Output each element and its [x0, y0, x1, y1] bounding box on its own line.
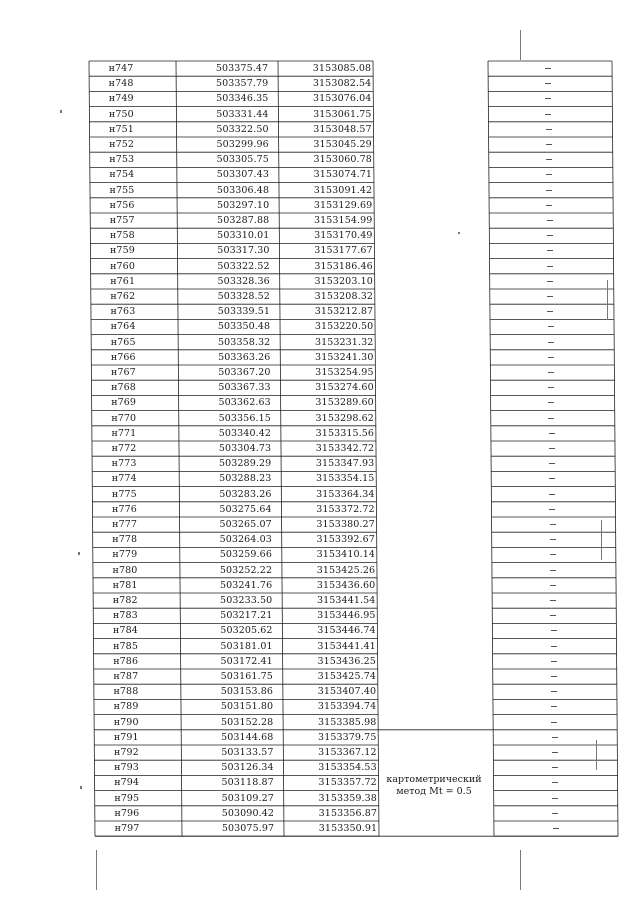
dash-mark	[546, 174, 552, 175]
coord-y: 3153436.25	[317, 655, 376, 667]
point-id: н765	[110, 336, 136, 348]
coord-x: 503265.07	[219, 519, 272, 530]
coord-y: 3153186.46	[314, 260, 373, 272]
dash-mark	[547, 311, 553, 312]
coord-y: 3153410.14	[316, 549, 376, 561]
dash-mark	[552, 813, 558, 814]
point-id: н777	[112, 519, 138, 530]
point-id: н766	[110, 351, 136, 363]
coord-x: 503264.03	[219, 534, 272, 546]
point-id: н775	[111, 488, 137, 500]
dash-mark	[552, 737, 558, 738]
scan-mark	[607, 280, 608, 320]
coord-y: 3153372.72	[316, 503, 375, 515]
coord-y: 3153254.95	[315, 367, 374, 378]
coord-y: 3153074.71	[313, 169, 373, 181]
point-id: н768	[111, 382, 136, 394]
point-id: н789	[113, 701, 139, 713]
coord-y: 3153129.69	[313, 199, 373, 211]
coord-y: 3153048.57	[313, 123, 372, 135]
coord-y: 3153385.98	[317, 716, 377, 728]
coord-x: 503356.15	[218, 412, 271, 424]
point-id: н782	[112, 595, 138, 606]
dash-mark	[545, 114, 551, 115]
coord-x: 503299.96	[216, 139, 269, 150]
coord-y: 3153342.72	[315, 443, 375, 454]
coord-y: 3153357.72	[318, 777, 377, 789]
dash-mark	[550, 539, 556, 540]
coord-x: 503152.28	[221, 716, 274, 728]
coord-x: 503350.48	[217, 321, 271, 333]
point-id: н760	[110, 260, 135, 272]
dash-mark	[550, 600, 556, 601]
scan-mark	[458, 232, 460, 234]
coord-y: 3153203.10	[314, 275, 373, 287]
dash-mark	[545, 68, 551, 69]
coord-x: 503252.22	[219, 564, 273, 576]
dash-mark	[550, 524, 556, 525]
point-id: н764	[110, 321, 136, 333]
coord-x: 503310.01	[217, 230, 270, 242]
coord-x: 503109.27	[221, 792, 274, 804]
coord-y: 3153446.95	[317, 610, 376, 622]
coord-x: 503339.51	[217, 306, 271, 318]
dash-mark	[552, 798, 558, 799]
scan-mark	[78, 552, 80, 555]
coord-y: 3153241.30	[315, 351, 374, 363]
coord-y: 3153076.04	[313, 93, 372, 105]
coord-x: 503322.50	[216, 123, 269, 135]
point-id: н754	[109, 169, 135, 181]
coord-x: 503289.29	[218, 458, 272, 470]
dash-mark	[548, 372, 554, 373]
dash-mark	[551, 646, 557, 647]
coord-y: 3153208.32	[314, 291, 373, 302]
point-id: н758	[109, 230, 135, 242]
column-divider	[176, 61, 182, 836]
point-id: н783	[112, 610, 138, 622]
coord-x: 503306.48	[216, 184, 270, 196]
coord-y: 3153212.87	[314, 306, 374, 318]
coord-y: 3153359.38	[318, 792, 377, 804]
coord-y: 3153220.50	[314, 321, 374, 333]
point-id: н761	[110, 275, 136, 287]
dash-mark	[546, 129, 552, 130]
coord-y: 3153082.54	[312, 78, 372, 90]
point-id: н785	[113, 640, 138, 652]
coord-y: 3153154.99	[313, 215, 373, 226]
dash-mark	[549, 509, 555, 510]
point-id: н795	[114, 792, 140, 804]
coord-x: 503283.26	[219, 488, 272, 500]
coord-y: 3153379.75	[318, 731, 377, 743]
dash-mark	[547, 281, 553, 282]
dash-mark	[553, 828, 559, 829]
dash-mark	[551, 630, 557, 631]
coord-y: 3153394.74	[317, 701, 377, 713]
coord-x: 503328.52	[217, 291, 270, 302]
dash-mark	[550, 554, 556, 555]
point-id: н791	[113, 731, 139, 743]
point-id: н780	[112, 564, 138, 576]
dash-mark	[549, 478, 555, 479]
point-id: н753	[109, 154, 135, 166]
point-id: н779	[112, 549, 138, 561]
coord-x: 503075.97	[221, 823, 275, 834]
dash-mark	[546, 144, 552, 145]
coord-y: 3153289.60	[315, 397, 374, 409]
coord-x: 503331.44	[216, 108, 269, 120]
coord-y: 3153364.34	[316, 488, 375, 500]
dash-mark	[547, 296, 553, 297]
point-id: н771	[111, 427, 137, 439]
coord-x: 503307.43	[216, 169, 269, 181]
coord-x: 503133.57	[221, 747, 274, 758]
dash-mark	[549, 494, 555, 495]
point-id: н763	[110, 306, 136, 318]
point-id: н787	[113, 671, 139, 682]
coord-y: 3153045.29	[313, 139, 372, 150]
column-divider	[488, 61, 494, 836]
point-id: н786	[113, 655, 139, 667]
coord-x: 503161.75	[220, 671, 273, 682]
dash-mark	[549, 448, 555, 449]
coord-x: 503357.79	[215, 78, 269, 90]
coord-x: 503346.35	[216, 93, 269, 105]
coord-x: 503217.21	[220, 610, 273, 622]
point-id: н773	[111, 458, 137, 470]
coord-y: 3153441.54	[316, 595, 376, 606]
point-id: н748	[108, 78, 134, 90]
point-id: н792	[113, 747, 139, 758]
coord-x: 503181.01	[220, 640, 273, 652]
dash-mark	[547, 250, 553, 251]
coord-x: 503375.47	[215, 63, 269, 74]
scan-mark	[520, 850, 521, 890]
coord-y: 3153392.67	[316, 534, 375, 546]
coord-y: 3153347.93	[315, 458, 375, 470]
dash-mark	[551, 676, 557, 677]
method-note: картометрический метод Mt = 0.5	[386, 774, 482, 797]
point-id: н797	[114, 823, 140, 834]
coord-y: 3153177.67	[314, 245, 373, 257]
dash-mark	[548, 357, 554, 358]
dash-mark	[549, 433, 555, 434]
coord-x: 503144.68	[221, 731, 274, 743]
dash-mark	[546, 159, 552, 160]
coord-y: 3153085.08	[312, 63, 372, 74]
dash-mark	[547, 220, 553, 221]
coord-x: 503172.41	[220, 655, 273, 667]
dash-mark	[546, 190, 552, 191]
coord-x: 503304.73	[218, 443, 272, 454]
point-id: н793	[114, 762, 139, 774]
coord-y: 3153356.87	[318, 807, 378, 819]
coord-x: 503259.66	[219, 549, 272, 561]
dash-mark	[549, 463, 555, 464]
dash-mark	[550, 570, 556, 571]
point-id: н778	[112, 534, 138, 546]
dash-mark	[551, 722, 557, 723]
coord-y: 3153231.32	[314, 336, 374, 348]
coord-y: 3153091.42	[313, 184, 373, 196]
point-id: н757	[109, 215, 135, 226]
coord-y: 3153425.26	[316, 564, 376, 576]
dash-mark	[547, 266, 553, 267]
point-id: н796	[114, 807, 140, 819]
point-id: н767	[110, 367, 136, 378]
coord-x: 503340.42	[218, 427, 272, 439]
point-id: н759	[110, 245, 135, 257]
scan-mark	[596, 740, 597, 770]
dash-mark	[551, 661, 557, 662]
coord-x: 503305.75	[216, 154, 269, 166]
coord-x: 503288.23	[219, 473, 272, 485]
coord-x: 503090.42	[221, 807, 275, 819]
coord-y: 3153315.56	[315, 427, 375, 439]
coord-x: 503322.52	[217, 260, 270, 272]
coord-x: 503363.26	[218, 351, 271, 363]
coord-y: 3153446.74	[317, 625, 376, 637]
scan-mark	[601, 520, 602, 560]
point-id: н774	[111, 473, 137, 485]
dash-mark	[548, 402, 554, 403]
dash-mark	[545, 83, 551, 84]
point-id: н790	[113, 716, 139, 728]
scan-mark	[80, 786, 82, 789]
coord-x: 503367.33	[218, 382, 271, 394]
coord-x: 503367.20	[218, 367, 271, 378]
point-id: н762	[110, 291, 136, 302]
dash-mark	[548, 418, 554, 419]
point-id: н752	[109, 139, 135, 150]
point-id: н749	[108, 93, 134, 105]
coord-x: 503153.86	[220, 686, 274, 698]
point-id: н776	[112, 503, 137, 515]
dash-mark	[552, 752, 558, 753]
coord-y: 3153380.27	[316, 519, 375, 530]
dash-mark	[551, 706, 557, 707]
dash-mark	[548, 326, 554, 327]
scan-mark	[96, 850, 97, 890]
point-id: н784	[113, 625, 138, 637]
dash-mark	[546, 205, 552, 206]
dash-mark	[552, 782, 558, 783]
point-id: н750	[108, 108, 134, 120]
coord-y: 3153298.62	[315, 412, 374, 424]
coord-x: 503275.64	[219, 503, 272, 515]
point-id: н788	[113, 686, 139, 698]
point-id: н755	[109, 184, 135, 196]
coord-x: 503287.88	[217, 215, 270, 226]
dash-mark	[550, 615, 556, 616]
dash-mark	[545, 98, 551, 99]
coord-x: 503297.10	[216, 199, 270, 211]
point-id: н794	[114, 777, 140, 789]
coord-y: 3153436.60	[316, 579, 376, 591]
coord-x: 503118.87	[221, 777, 274, 789]
coord-x: 503126.34	[221, 762, 274, 774]
dash-mark	[552, 767, 558, 768]
coord-y: 3153425.74	[317, 671, 376, 682]
point-id: н770	[111, 412, 137, 424]
scan-mark	[520, 30, 521, 60]
coord-x: 503328.36	[217, 275, 270, 287]
coord-x: 503241.76	[219, 579, 273, 591]
point-id: н756	[109, 199, 135, 211]
scan-mark	[60, 110, 62, 113]
coord-y: 3153441.41	[317, 640, 376, 652]
dash-mark	[550, 585, 556, 586]
dash-mark	[548, 387, 554, 388]
coord-x: 503362.63	[218, 397, 271, 409]
coord-y: 3153060.78	[313, 154, 372, 166]
coord-x: 503233.50	[220, 595, 273, 606]
coord-x: 503205.62	[220, 625, 273, 637]
point-id: н772	[111, 443, 137, 454]
dash-mark	[551, 691, 557, 692]
point-id: н747	[108, 63, 134, 74]
coord-y: 3153061.75	[313, 108, 372, 120]
point-id: н781	[112, 579, 138, 591]
coord-y: 3153170.49	[314, 230, 373, 242]
coord-y: 3153354.15	[316, 473, 375, 485]
table-border-right	[612, 61, 618, 836]
dash-mark	[548, 342, 554, 343]
coord-x: 503358.32	[218, 336, 271, 348]
coord-y: 3153354.53	[318, 762, 377, 774]
coord-x: 503317.30	[217, 245, 270, 257]
coord-y: 3153367.12	[318, 747, 377, 758]
point-id: н769	[111, 397, 137, 409]
coord-y: 3153274.60	[315, 382, 374, 394]
point-id: н751	[109, 123, 134, 135]
coord-y: 3153407.40	[317, 686, 377, 698]
coord-x: 503151.80	[220, 701, 274, 713]
dash-mark	[547, 235, 553, 236]
coord-y: 3153350.91	[318, 823, 378, 834]
